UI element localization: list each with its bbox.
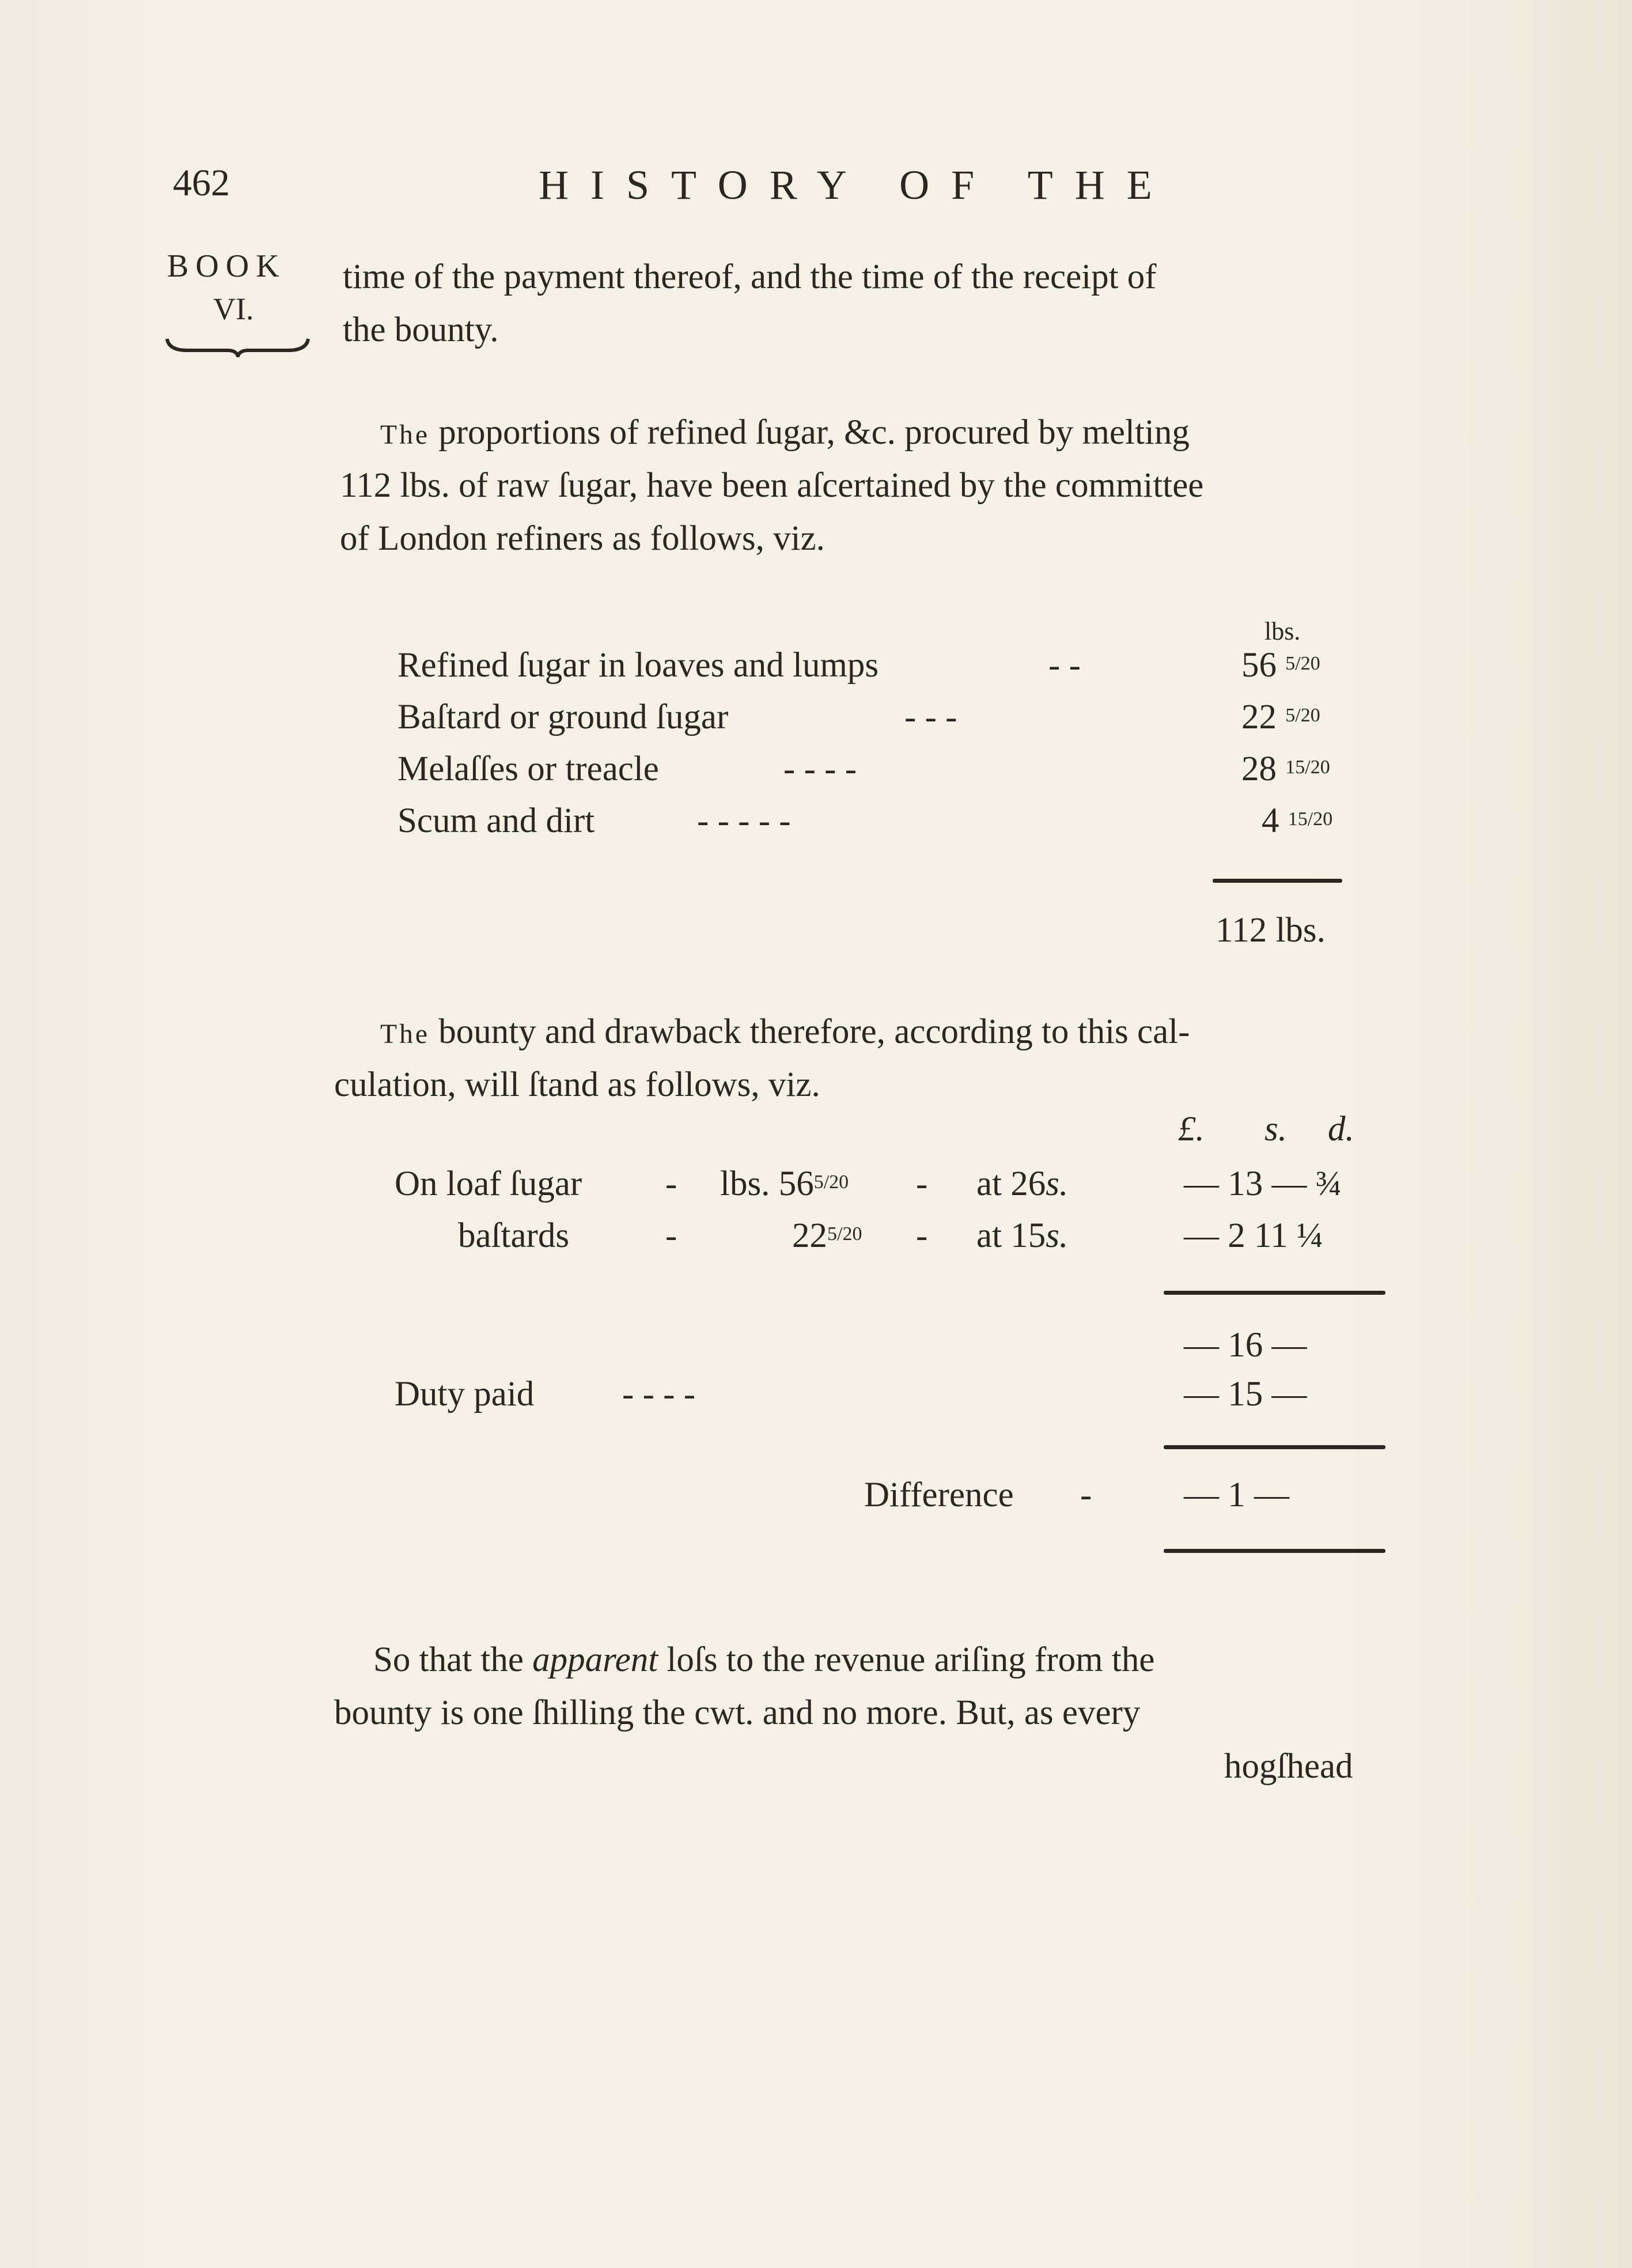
paragraph-1-line-1: time of the payment thereof, and the time of the receipt of <box>343 258 1157 296</box>
paragraph-3-lead: The <box>380 1019 430 1049</box>
paragraph-2-line-1 <box>380 406 1190 462</box>
proportion-whole-bastard: 22 <box>1241 698 1277 736</box>
bounty-row2-sep2: - <box>916 1216 928 1255</box>
bounty-row2-sep: - <box>665 1216 677 1255</box>
paragraph-2-line-3: of London refiners as follows, viz. <box>340 519 825 558</box>
paragraph-4-line-1-a: So that the <box>373 1640 524 1679</box>
proportion-label-bastard: Baſtard or ground ſugar <box>397 698 729 736</box>
page-number: 462 <box>173 162 230 204</box>
proportion-leaders-melasses: - - - - <box>783 750 857 788</box>
duty-paid-value: — 15 — <box>1184 1375 1307 1413</box>
paragraph-3-line-2: culation, will ſtand as follows, viz. <box>334 1065 820 1104</box>
proportion-value-refined <box>1241 645 1320 686</box>
proportion-label-scum: Scum and dirt <box>397 802 595 840</box>
proportion-leaders-scum: - - - - - <box>697 802 791 840</box>
proportion-value-bastard <box>1241 697 1320 738</box>
proportion-whole-scum: 4 <box>1262 802 1279 840</box>
bounty-row1-value: — 13 — ¾ <box>1184 1165 1342 1203</box>
proportion-total: 112 lbs. <box>1216 911 1326 950</box>
difference-label: Difference <box>864 1476 1014 1514</box>
difference-value: — 1 — <box>1184 1476 1289 1514</box>
bounty-row1-qty <box>720 1164 849 1204</box>
proportion-label-refined: Refined ſugar in loaves and lumps <box>397 646 879 685</box>
proportion-frac-bastard: 5/20 <box>1285 705 1320 726</box>
paragraph-1-line-2: the bounty. <box>343 311 499 349</box>
header-pounds: £. <box>1178 1110 1205 1148</box>
paragraph-4-italic: apparent <box>532 1640 658 1679</box>
proportion-leaders-refined: - - <box>1048 646 1081 685</box>
bounty-row1-rate-text: at 26 <box>976 1165 1046 1203</box>
side-note-book: BOOK <box>167 248 286 284</box>
running-title: HISTORY OF THE <box>539 162 1174 208</box>
final-rule <box>1164 1549 1385 1553</box>
proportion-value-scum <box>1262 801 1332 841</box>
duty-paid-label: Duty paid <box>395 1375 535 1413</box>
difference-sep: - <box>1080 1476 1092 1514</box>
bounty-row1-rate-unit: s. <box>1046 1165 1069 1203</box>
bounty-sum-rule <box>1164 1291 1385 1295</box>
paragraph-2-line-2: 112 lbs. of raw ſugar, have been aſcertained by the committee <box>340 466 1204 505</box>
bounty-row1-rate <box>976 1164 1068 1204</box>
proportion-label-melasses: Melaſſes or treacle <box>397 750 659 788</box>
paragraph-3-line-1-text: bounty and drawback therefore, according to this cal- <box>438 1012 1190 1051</box>
bounty-row2-value: — 2 11 ¼ <box>1184 1216 1323 1255</box>
bounty-row1-qty-prefix: lbs. <box>720 1165 770 1203</box>
unit-header-lbs: lbs. <box>1264 617 1301 645</box>
paragraph-2-lead: The <box>380 420 430 450</box>
paragraph-4-line-2: bounty is one ſhilling the cwt. and no more. But, as every <box>334 1694 1141 1732</box>
proportion-frac-scum: 15/20 <box>1288 808 1333 830</box>
proportion-whole-melasses: 28 <box>1241 750 1277 788</box>
bounty-row2-qty-frac: 5/20 <box>827 1223 862 1245</box>
bounty-row2-rate-text: at 15 <box>976 1216 1046 1255</box>
bounty-row1-qty-frac: 5/20 <box>813 1171 849 1193</box>
side-note-brace <box>164 334 311 357</box>
bounty-row2-rate <box>976 1216 1068 1256</box>
header-pence: d. <box>1328 1110 1354 1148</box>
header-shillings: s. <box>1264 1110 1287 1148</box>
side-note-number: VI. <box>213 292 254 326</box>
bounty-row1-label: On loaf ſugar <box>395 1165 582 1203</box>
proportion-frac-melasses: 15/20 <box>1285 757 1330 778</box>
bounty-row1-qty-whole: 56 <box>778 1165 814 1203</box>
proportion-leaders-bastard: - - - <box>904 698 957 736</box>
bounty-row1-sep2: - <box>916 1165 928 1203</box>
bounty-row2-label: baſtards <box>458 1216 570 1255</box>
difference-rule <box>1164 1445 1385 1449</box>
paragraph-4-line-1 <box>373 1634 1154 1687</box>
proportion-sum-rule <box>1213 879 1342 883</box>
paragraph-2-line-1-text: proportions of refined ſugar, &c. procured by melting <box>438 413 1190 452</box>
proportion-frac-refined: 5/20 <box>1285 653 1320 674</box>
proportion-value-melasses <box>1241 749 1330 789</box>
catchword: hogſhead <box>1224 1747 1353 1786</box>
paragraph-4-line-1-b: loſs to the revenue ariſing from the <box>667 1640 1155 1679</box>
bounty-row2-qty <box>792 1216 862 1256</box>
bounty-row2-rate-unit: s. <box>1046 1216 1069 1255</box>
duty-paid-leaders: - - - - <box>622 1375 696 1413</box>
proportion-whole-refined: 56 <box>1241 646 1277 685</box>
bounty-subtotal: — 16 — <box>1184 1326 1307 1364</box>
bounty-row2-qty-whole: 22 <box>792 1216 827 1255</box>
paragraph-3-line-1 <box>380 1006 1190 1061</box>
bounty-row1-sep: - <box>665 1165 677 1203</box>
